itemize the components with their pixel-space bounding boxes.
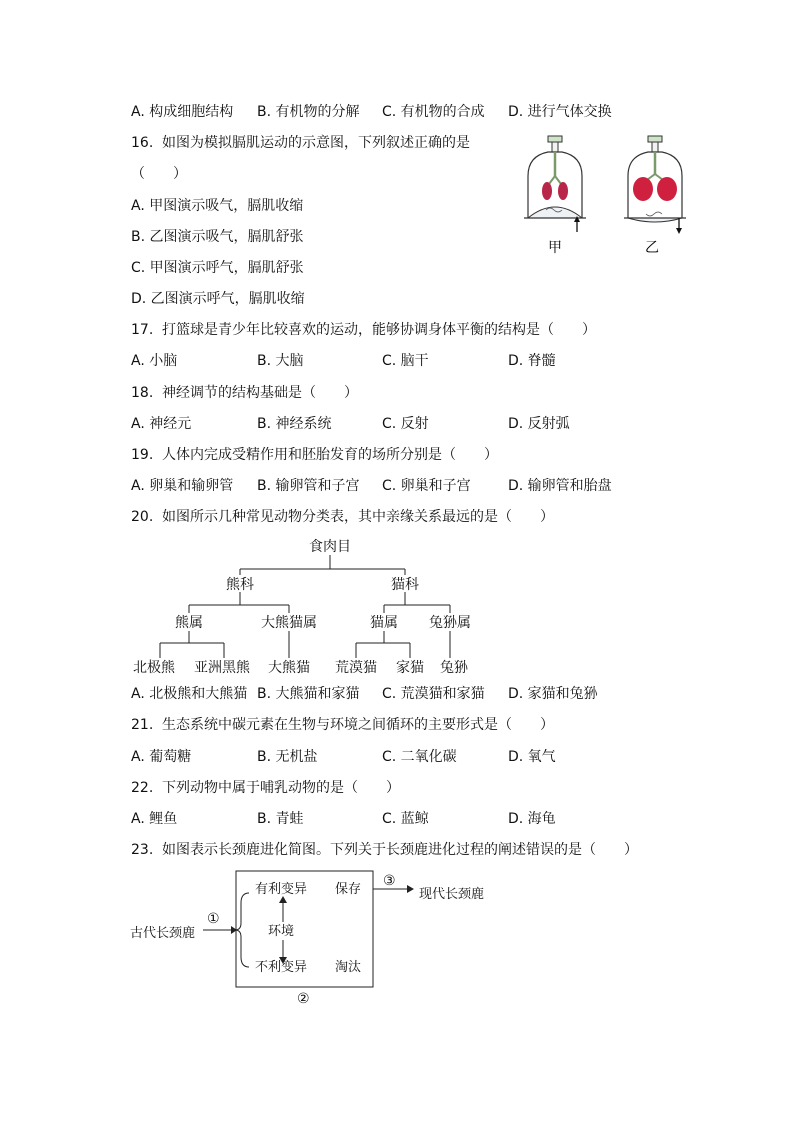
tree-genus-ursus: 熊属	[175, 615, 203, 631]
q15-option-a: A. 构成细胞结构	[131, 104, 234, 120]
q18-number: 18.	[131, 385, 154, 401]
label-environment: 环境	[268, 924, 295, 939]
q22-option-a: A. 鲤鱼	[131, 811, 178, 827]
q21-option-b: B. 无机盐	[257, 749, 318, 765]
jar-jia	[524, 136, 586, 232]
q17-number: 17.	[131, 322, 154, 338]
q16-option-b: B. 乙图演示吸气，膈肌舒张	[131, 229, 304, 245]
arrow-head-3	[407, 885, 414, 893]
q20-option-c: C. 荒漠猫和家猫	[382, 686, 485, 702]
label-favorable-variation: 有利变异	[255, 882, 308, 897]
label-ancient-giraffe: 古代长颈鹿	[130, 926, 196, 941]
tree-species-desert-cat: 荒漠猫	[335, 660, 377, 676]
tree-genus-otocolobus: 兔狲属	[429, 615, 471, 631]
tree-family-cat: 猫科	[391, 577, 419, 593]
q17-option-c: C. 脑干	[382, 353, 429, 369]
diaphragm-model-figure	[520, 134, 700, 264]
q17-stem: 打篮球是青少年比较喜欢的运动，能够协调身体平衡的结构是（ ）	[162, 322, 596, 338]
q19-option-a: A. 卵巢和输卵管	[131, 478, 234, 494]
tree-order: 食肉目	[309, 539, 351, 555]
q16-answer-paren: （ ）	[131, 166, 187, 182]
tree-genus-felis: 猫属	[370, 615, 398, 631]
q23-number: 23.	[131, 842, 154, 858]
tree-genus-panda: 大熊猫属	[261, 615, 317, 631]
tree-family-bear: 熊科	[226, 577, 254, 593]
q17-option-d: D. 脊髓	[508, 353, 556, 369]
q19-stem: 人体内完成受精作用和胚胎发育的场所分别是（ ）	[162, 447, 498, 463]
q16-number: 16.	[131, 135, 154, 151]
q17-option-a: A. 小脑	[131, 353, 178, 369]
q22-number: 22.	[131, 780, 154, 796]
mark-3: ③	[383, 873, 396, 889]
label-preserve: 保存	[335, 882, 362, 897]
tree-species-asian-black-bear: 亚洲黑熊	[194, 660, 250, 676]
q16-option-a: A. 甲图演示吸气，膈肌收缩	[131, 198, 304, 214]
jar-yi	[624, 136, 686, 234]
q21-number: 21.	[131, 717, 154, 733]
arrow-head-up	[279, 896, 287, 903]
q15-option-d: D. 进行气体交换	[508, 104, 612, 120]
classification-tree	[120, 535, 480, 685]
q20-option-d: D. 家猫和兔狲	[508, 686, 598, 702]
label-jia: 甲	[548, 240, 562, 256]
giraffe-evolution-diagram	[125, 865, 505, 1010]
q21-option-c: C. 二氧化碳	[382, 749, 457, 765]
mark-1: ①	[207, 911, 220, 927]
q23-stem: 如图表示长颈鹿进化简图。下列关于长颈鹿进化过程的阐述错误的是（ ）	[162, 842, 638, 858]
q22-option-c: C. 蓝鲸	[382, 811, 429, 827]
q20-stem: 如图所示几种常见动物分类表，其中亲缘关系最远的是（ ）	[162, 509, 554, 525]
q22-stem: 下列动物中属于哺乳动物的是（ ）	[162, 780, 400, 796]
q16-stem: 如图为模拟膈肌运动的示意图，下列叙述正确的是	[162, 135, 470, 151]
tree-species-polar-bear: 北极熊	[133, 660, 175, 676]
q15-option-b: B. 有机物的分解	[257, 104, 360, 120]
q20-option-b: B. 大熊猫和家猫	[257, 686, 360, 702]
q19-option-d: D. 输卵管和胎盘	[508, 478, 612, 494]
tree-species-giant-panda: 大熊猫	[268, 660, 310, 676]
q17-option-b: B. 大脑	[257, 353, 304, 369]
q22-option-b: B. 青蛙	[257, 811, 304, 827]
q19-option-c: C. 卵巢和子宫	[382, 478, 471, 494]
q18-stem: 神经调节的结构基础是（ ）	[162, 385, 358, 401]
tree-species-domestic-cat: 家猫	[396, 660, 424, 676]
q18-option-a: A. 神经元	[131, 416, 192, 432]
mark-2: ②	[297, 991, 310, 1007]
label-modern-giraffe: 现代长颈鹿	[419, 887, 485, 902]
q18-option-c: C. 反射	[382, 416, 429, 432]
q16-option-c: C. 甲图演示呼气，膈肌舒张	[131, 260, 304, 276]
q16-option-d: D. 乙图演示呼气，膈肌收缩	[131, 291, 305, 307]
q21-option-d: D. 氧气	[508, 749, 556, 765]
q20-number: 20.	[131, 509, 154, 525]
q19-option-b: B. 输卵管和子宫	[257, 478, 360, 494]
q22-option-d: D. 海龟	[508, 811, 556, 827]
q20-option-a: A. 北极熊和大熊猫	[131, 686, 248, 702]
q19-number: 19.	[131, 447, 154, 463]
q18-option-b: B. 神经系统	[257, 416, 332, 432]
q15-option-c: C. 有机物的合成	[382, 104, 485, 120]
label-unfavorable-variation: 不利变异	[255, 960, 308, 975]
label-eliminate: 淘汰	[335, 960, 362, 975]
q21-stem: 生态系统中碳元素在生物与环境之间循环的主要形式是（ ）	[162, 717, 554, 733]
q18-option-d: D. 反射弧	[508, 416, 570, 432]
tree-species-manul: 兔狲	[440, 660, 468, 676]
q21-option-a: A. 葡萄糖	[131, 749, 192, 765]
label-yi: 乙	[645, 240, 659, 256]
